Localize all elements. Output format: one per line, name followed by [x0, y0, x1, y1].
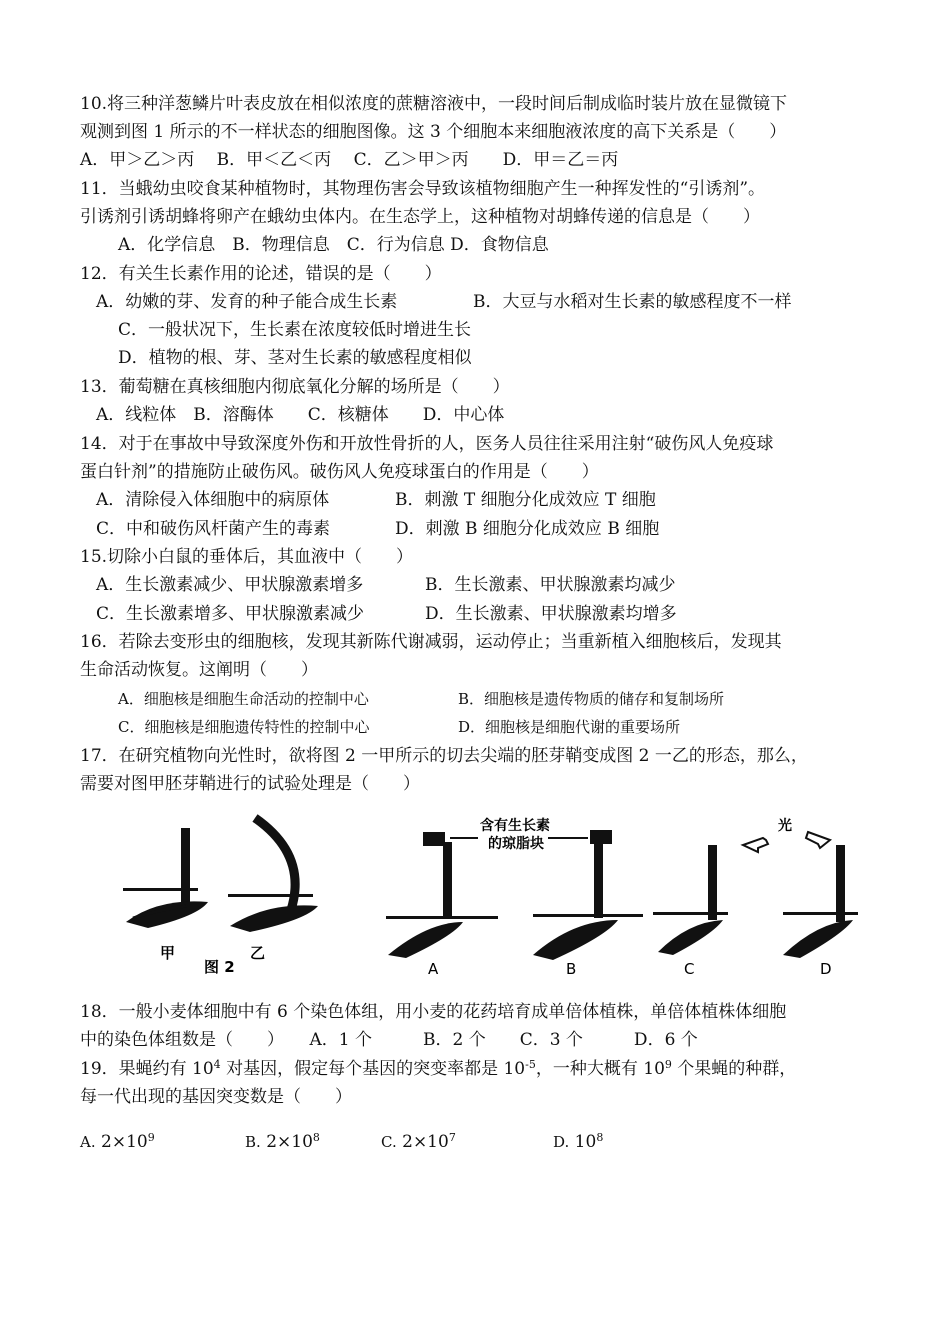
figure-label-jia: 甲	[160, 944, 176, 962]
q13-stem: 13．葡萄糖在真核细胞内彻底氧化分解的场所是（ ）	[80, 377, 510, 397]
q15-stem: 15.切除小白鼠的垂体后，其血液中（ ）	[80, 547, 414, 567]
q19-option-c: C. $2\times 10^7$	[381, 1131, 456, 1152]
coleoptile-yi-diagram	[228, 818, 318, 932]
q14-stem-line1: 14．对于在事故中导致深度外伤和开放性骨折的人，医务人员往往采用注射“破伤风人免疫球	[80, 434, 774, 454]
q18-stem-line2: 中的染色体组数是（ ） A．1 个 B．2 个 C．3 个 D．6 个	[80, 1030, 698, 1050]
q16-stem-line2: 生命活动恢复。这阐明（ ）	[80, 660, 318, 680]
option-a-diagram	[386, 832, 498, 958]
q11-stem-line1: 11．当蛾幼虫咬食某种植物时，其物理伤害会导致该植物细胞产生一种挥发性的“引诱剂”。	[80, 179, 766, 199]
q16-option-d: D．细胞核是细胞代谢的重要场所	[458, 718, 681, 736]
q12-option-b: B．大豆与水稻对生长素的敏感程度不一样	[473, 292, 792, 312]
q13-options: A．线粒体 B．溶酶体 C．核糖体 D．中心体	[96, 405, 505, 425]
coleoptile-jia-diagram	[123, 828, 208, 928]
q18-stem-line1: 18．一般小麦体细胞中有 6 个染色体组，用小麦的花药培育成单倍体植株，单倍体植株体细胞	[80, 1002, 787, 1022]
q16-option-a: A．细胞核是细胞生命活动的控制中心	[118, 690, 369, 708]
q10-stem-line2: 观测到图 1 所示的不一样状态的细胞图像。这 3 个细胞本来细胞液浓度的高下关系是（ ）	[80, 122, 787, 142]
option-d-diagram	[783, 845, 858, 958]
figure-label-b: B	[566, 960, 577, 978]
q12-option-c: C．一般状况下，生长素在浓度较低时增进生长	[118, 320, 472, 340]
q14-stem-line2: 蛋白针剂”的措施防止破伤风。破伤风人免疫球蛋白的作用是（ ）	[80, 462, 599, 482]
q14-option-a: A．清除侵入体细胞中的病原体	[96, 490, 330, 510]
q16-option-b: B．细胞核是遗传物质的储存和复制场所	[458, 690, 725, 708]
figure-2-coleoptile-experiment	[118, 810, 878, 990]
q12-option-a: A．幼嫩的芽、发育的种子能合成生长素	[96, 292, 398, 312]
figure-label-c: C	[684, 960, 695, 978]
q11-stem-line2: 引诱剂引诱胡蜂将卵产在蛾幼虫体内。在生态学上，这种植物对胡蜂传递的信息是（ ）	[80, 207, 760, 227]
q14-option-b: B．刺激 T 细胞分化成效应 T 细胞	[395, 490, 656, 510]
q19-option-d: D. $10^8$	[553, 1131, 604, 1152]
figure-label-d: D	[820, 960, 832, 978]
q12-stem: 12．有关生长素作用的论述，错误的是（ ）	[80, 264, 442, 284]
q19-stem-line2: 每一代出现的基因突变数是（ ）	[80, 1087, 352, 1107]
agar-label-line1: 含有生长素	[480, 818, 550, 834]
option-b-diagram	[533, 830, 643, 960]
q17-stem-line2: 需要对图甲胚芽鞘进行的试验处理是（ ）	[80, 774, 420, 794]
light-arrows-icon	[743, 832, 830, 852]
q14-option-c: C．中和破伤风杆菌产生的毒素	[96, 519, 331, 539]
q10-options: A．甲＞乙＞丙 B．甲＜乙＜丙 C．乙＞甲＞丙 D．甲＝乙＝丙	[80, 150, 619, 170]
q14-option-d: D．刺激 B 细胞分化成效应 B 细胞	[395, 519, 660, 539]
q16-option-c: C．细胞核是细胞遗传特性的控制中心	[118, 718, 370, 736]
figure-2-caption: 图 2	[204, 958, 235, 976]
q15-option-b: B．生长激素、甲状腺激素均减少	[425, 575, 676, 595]
q11-options: A．化学信息 B．物理信息 C．行为信息 D．食物信息	[118, 235, 549, 255]
q19-option-b: B. $2\times 10^8$	[245, 1131, 320, 1152]
q16-stem-line1: 16．若除去变形虫的细胞核，发现其新陈代谢减弱，运动停止；当重新植入细胞核后，发现其	[80, 632, 782, 652]
figure-label-a: A	[428, 960, 439, 978]
figure-label-yi: 乙	[250, 944, 266, 962]
q10-stem-line1: 10.将三种洋葱鳞片叶表皮放在相似浓度的蔗糖溶液中，一段时间后制成临时装片放在显微镜下	[80, 94, 788, 114]
q15-option-a: A．生长激素减少、甲状腺激素增多	[96, 575, 364, 595]
light-label: 光	[778, 818, 792, 834]
q19-option-a: A. $2\times 10^9$	[80, 1131, 155, 1152]
agar-label-line2: 的琼脂块	[488, 836, 544, 852]
q15-option-d: D．生长激素、甲状腺激素均增多	[425, 604, 677, 624]
option-c-diagram	[653, 845, 728, 955]
q19-stem-line1: 19．果蝇约有 $10^4$ 对基因，假定每个基因的突变率都是 $10^{-5}$，一种大概有 $10^9$ 个果蝇的种群，	[80, 1058, 797, 1079]
q12-option-d: D．植物的根、芽、茎对生长素的敏感程度相似	[118, 348, 472, 368]
q15-option-c: C．生长激素增多、甲状腺激素减少	[96, 604, 365, 624]
q17-stem-line1: 17．在研究植物向光性时，欲将图 2 一甲所示的切去尖端的胚芽鞘变成图 2 一乙的形态，那么，	[80, 746, 808, 766]
